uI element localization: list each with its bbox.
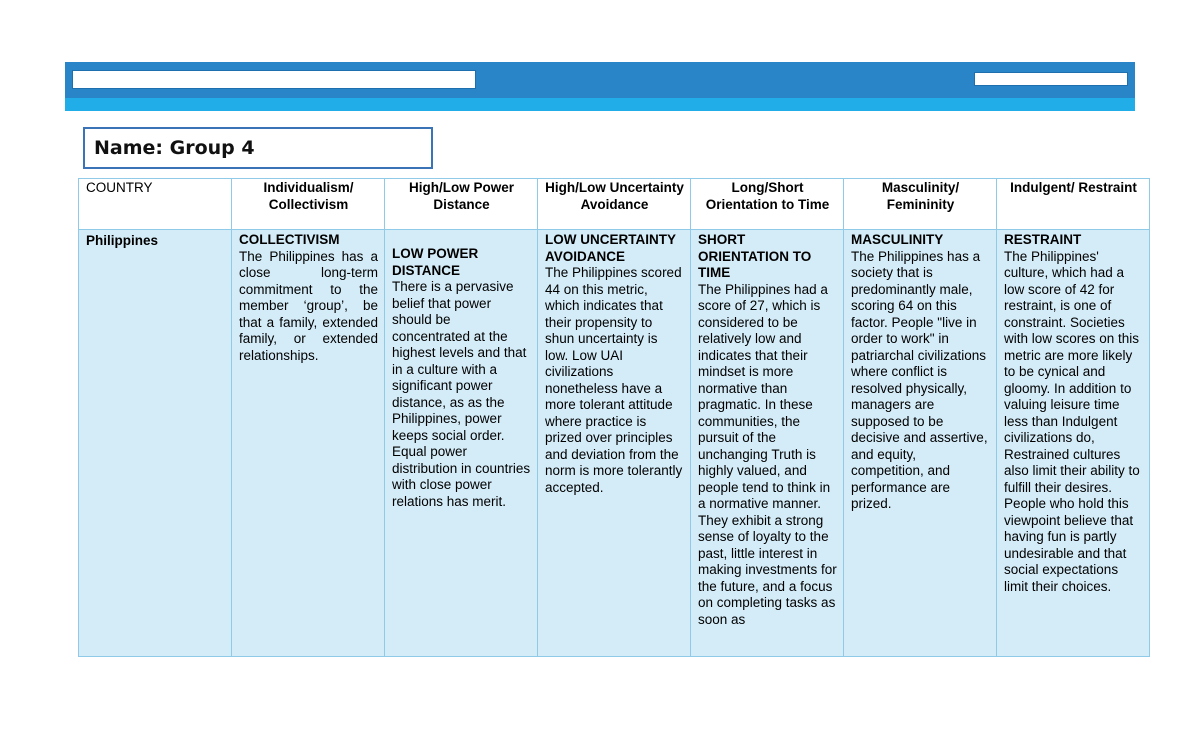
cell-body: The Philippines had a score of 27, which is considered to be relatively low and indicates that their mindset is more normative than pragmatic. In these communities, the pursuit of the unchanging Truth is highly valued, and people tend to think in a normative manner. They exhibit a strong sense of loyalty to the past, little interest in making investments for the future, and a focus on completing tasks as soon as bbox=[698, 281, 837, 627]
cell-power-distance bbox=[385, 230, 538, 657]
cell-title: LOW UNCERTAINTY AVOIDANCE bbox=[545, 232, 676, 264]
cell-masculinity bbox=[844, 230, 997, 657]
header-title-box bbox=[72, 70, 476, 89]
cell-uncertainty-avoidance bbox=[538, 230, 691, 657]
cell-title: LOW POWER DISTANCE bbox=[392, 246, 479, 278]
table-row bbox=[79, 230, 1150, 657]
header-masculinity: Masculinity/ Femininity bbox=[844, 179, 997, 230]
header-date-box bbox=[974, 72, 1128, 86]
group-name-box bbox=[83, 127, 433, 169]
cell-title: SHORT ORIENTATION TO TIME bbox=[698, 232, 812, 280]
cultural-dimensions-table bbox=[78, 178, 1150, 657]
header-uncertainty-avoidance: High/Low Uncertainty Avoidance bbox=[538, 179, 691, 230]
cell-title: COLLECTIVISM bbox=[239, 232, 340, 247]
header-individualism: Individualism/ Collectivism bbox=[232, 179, 385, 230]
cell-title: MASCULINITY bbox=[851, 232, 944, 247]
cell-indulgence bbox=[997, 230, 1150, 657]
cell-body: The Philippines has a society that is predominantly male, scoring 64 on this factor. People "live in order to work" in patriarchal civilizations where conflict is resolved physically, managers are supposed to be decisive and assertive, and equity, competition, and performance are prized. bbox=[851, 248, 988, 511]
header-time-orientation: Long/Short Orientation to Time bbox=[691, 179, 844, 230]
cell-title: RESTRAINT bbox=[1004, 232, 1082, 247]
table-header-row bbox=[79, 179, 1150, 230]
cell-body: There is a pervasive belief that power should be concentrated at the highest levels and that in a culture with a significant power distance, as as the Philippines, power keeps social order. Equal power distribution in countries with close power relations has merit. bbox=[392, 279, 531, 509]
cell-time-orientation bbox=[691, 230, 844, 657]
cell-individualism bbox=[232, 230, 385, 657]
cell-body: The Philippines scored 44 on this metric, which indicates that their propensity to shun uncertainty is low. Low UAI civilizations nonetheless have a more tolerant attitude where practice is prized over principles and deviation from the norm is more tolerantly accepted. bbox=[545, 265, 683, 495]
group-name-label: Name: Group 4 bbox=[94, 137, 255, 159]
header-indulgence: Indulgent/ Restraint bbox=[997, 179, 1150, 230]
header-banner-strip bbox=[65, 98, 1135, 111]
cell-body: The Philippines' culture, which had a low score of 42 for restraint, is one of constraint. Societies with low scores on this metric are more likely to be cynical and gloomy. In addition to valuing leisure time less than Indulgent civilizations do, Restrained cultures also limit their ability to fulfill their desires. People who hold this viewpoint believe that having fun is partly undesirable and that social expectations limit their choices. bbox=[1004, 248, 1140, 594]
cell-body: The Philippines has a close long-term commitment to the member ‘group’, be that a family, extended family, or extended relationships. bbox=[239, 248, 378, 363]
cell-country: Philippines bbox=[79, 230, 232, 657]
header-country: COUNTRY bbox=[79, 179, 232, 230]
header-power-distance: High/Low Power Distance bbox=[385, 179, 538, 230]
